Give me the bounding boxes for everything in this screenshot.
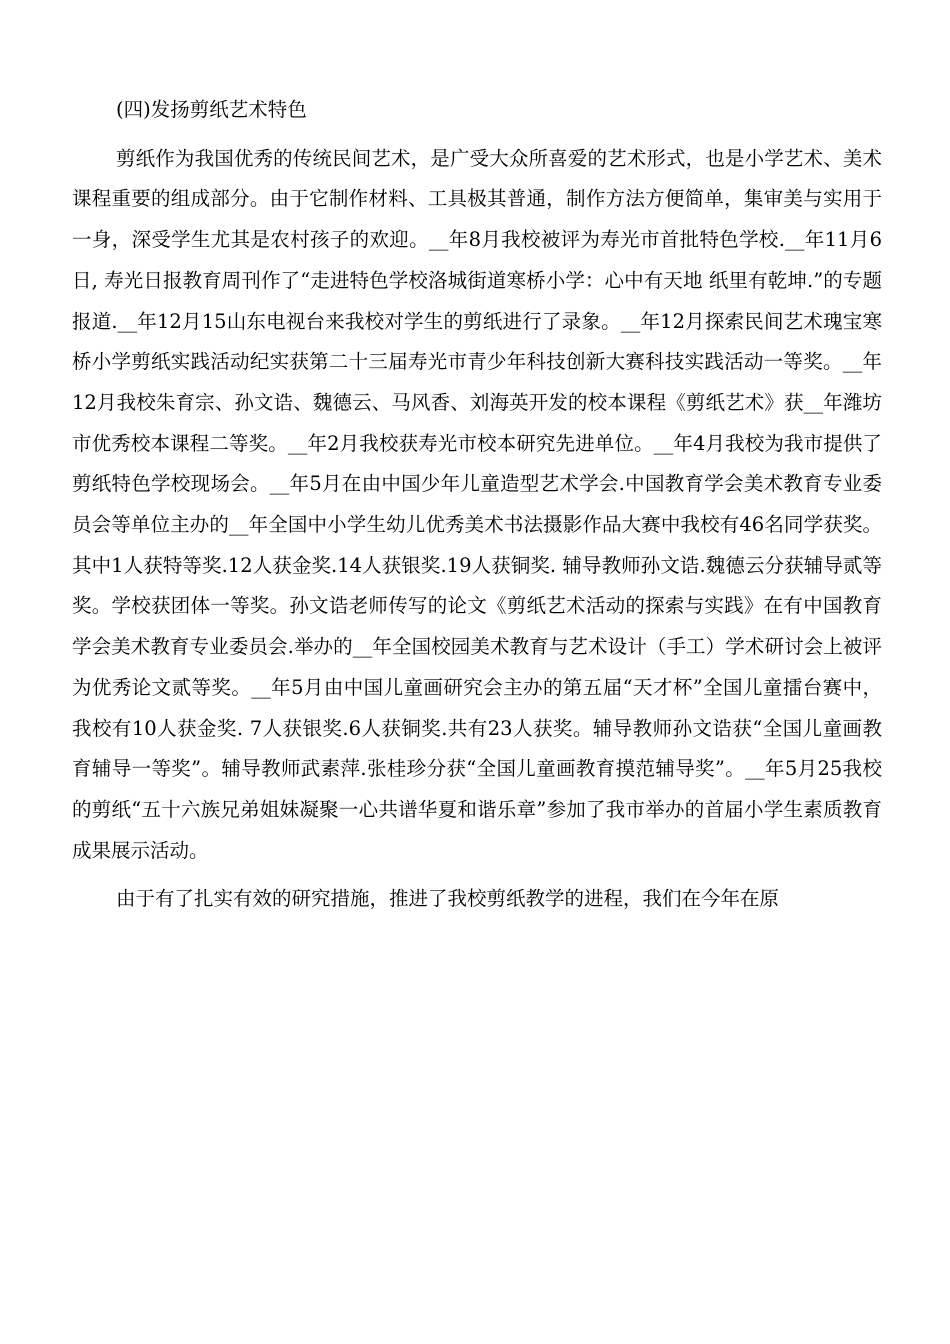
- body-paragraph: 剪纸作为我国优秀的传统民间艺术，是广受大众所喜爱的艺术形式，也是小学艺术、美术课程重要的组成部分。由于它制作材料、工具极其普通，制作方法方便简单，集审美与实用于一身，深受学生尤其是农村孩子的欢迎。__年8月我校被评为寿光市首批特色学校.__年11月6日, 寿光日报教育周刊作了“走进特色学校洛城街道寒桥小学：心中有天地 纸里有乾坤.”的专题报道.__年12月15山东电视台来我校对学生的剪纸进行了录象。__年12月探索民间艺术瑰宝寒桥小学剪纸实践活动纪实获第二十三届寿光市青少年科技创新大赛科技实践活动一等奖。__年12月我校朱育宗、孙文诰、魏德云、马风香、刘海英开发的校本课程《剪纸艺术》获__年潍坊市优秀校本课程二等奖。__年2月我校获寿光市校本研究先进单位。__年4月我校为我市提供了剪纸特色学校现场会。__年5月在由中国少年儿童造型艺术学会.中国教育学会美术教育专业委员会等单位主办的__年全国中小学生幼儿优秀美术书法摄影作品大赛中我校有46名同学获奖。其中1人获特等奖.12人获金奖.14人获银奖.19人获铜奖. 辅导教师孙文诰.魏德云分获辅导贰等奖。学校获团体一等奖。孙文诰老师传写的论文《剪纸艺术活动的探索与实践》在有中国教育学会美术教育专业委员会.举办的__年全国校园美术教育与艺术设计（手工）学术研讨会上被评为优秀论文贰等奖。__年5月由中国儿童画研究会主办的第五届“天才杯”全国儿童擂台赛中，我校有10人获金奖. 7人获银奖.6人获铜奖.共有23人获奖。辅导教师孙文诰获“全国儿童画教育辅导一等奖”。辅导教师武素萍.张桂珍分获“全国儿童画教育摸范辅导奖”。__年5月25我校的剪纸“五十六族兄弟姐妹凝聚一心共谱华夏和谐乐章”参加了我市举办的首届小学生素质教育成果展示活动。: [72, 146, 882, 862]
- body-paragraph: 由于有了扎实有效的研究措施，推进了我校剪纸教学的进程，我们在今年在原: [116, 887, 780, 911]
- section-heading: (四)发扬剪纸艺术特色: [116, 98, 307, 121]
- document-body: [72, 90, 882, 920]
